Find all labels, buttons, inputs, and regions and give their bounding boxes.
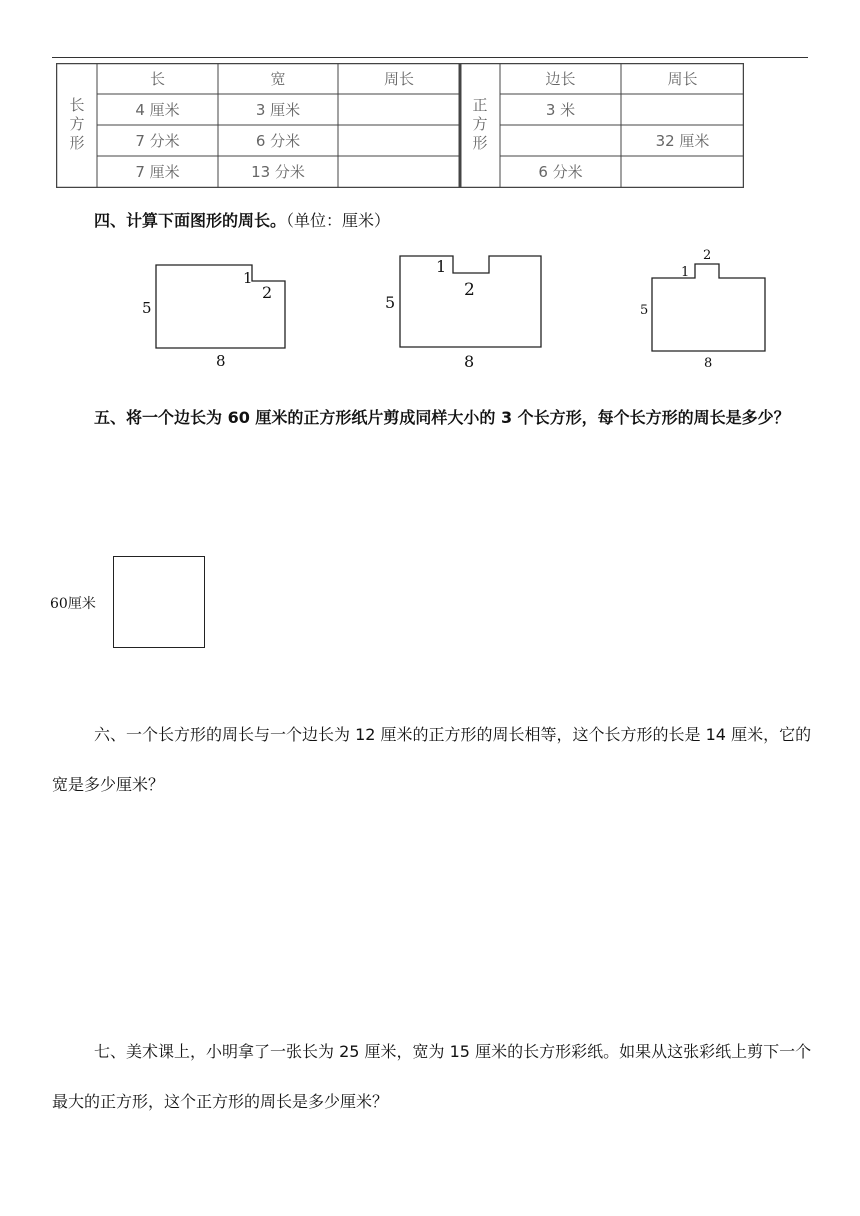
square-label-char: 形 — [472, 134, 488, 152]
figure-3-notch-a: 1 — [681, 265, 690, 280]
table-cell: 7 厘米 — [135, 163, 180, 181]
figure-2-notch-a: 1 — [436, 257, 447, 276]
square-row-label — [470, 96, 490, 153]
q5-square-label: 60厘米 — [50, 596, 96, 612]
header-side: 边长 — [545, 70, 576, 88]
figure-1-notch-b: 2 — [262, 283, 273, 302]
q5-text: 五、将一个边长为 60 厘米的正方形纸片剪成同样大小的 3 个长方形，每个长方形的周长是多少？ — [94, 408, 790, 427]
figure-2-width: 8 — [464, 352, 475, 371]
rect-label-char: 长 — [69, 96, 85, 114]
table-cell: 3 米 — [545, 101, 576, 119]
q4-title: 四、计算下面图形的周长。 — [94, 211, 287, 230]
figure-1-width: 8 — [216, 352, 226, 370]
table-cell — [338, 126, 460, 156]
figure-3-notch-b: 2 — [703, 248, 712, 263]
header-square-perimeter: 周长 — [667, 70, 698, 88]
figure-1-notch-a: 1 — [243, 269, 253, 287]
figure-3-outline — [652, 264, 765, 351]
square-label-char: 方 — [472, 115, 488, 133]
table-cell: 7 分米 — [135, 132, 180, 150]
figure-1 — [130, 252, 300, 372]
q4-heading — [94, 208, 390, 231]
q7-text: 七、美术课上，小明拿了一张长为 25 厘米，宽为 15 厘米的长方形彩纸。如果从这张彩纸上剪下一个最大的正方形，这个正方形的周长是多少厘米？ — [52, 1042, 812, 1111]
header-width: 宽 — [270, 70, 286, 88]
figure-3-width: 8 — [704, 356, 713, 371]
figure-1-height: 5 — [142, 299, 152, 317]
figure-2-height: 5 — [385, 293, 396, 312]
table-cell: 6 分米 — [538, 163, 583, 181]
figure-2-outline — [400, 256, 541, 347]
header-length: 长 — [149, 70, 165, 88]
header-rect-perimeter: 周长 — [383, 70, 414, 88]
table-cell — [338, 157, 460, 187]
q4-unit-note: （单位：厘米） — [286, 211, 391, 230]
figure-2 — [380, 250, 550, 372]
perimeter-table — [56, 63, 744, 188]
square-label-char: 正 — [472, 96, 488, 114]
table-cell — [621, 157, 744, 187]
figure-1-outline — [156, 265, 285, 348]
table-cell: 6 分米 — [255, 132, 301, 150]
q6-text: 六、一个长方形的周长与一个边长为 12 厘米的正方形的周长相等，这个长方形的长是 14 厘米，它的宽是多少厘米？ — [52, 725, 812, 794]
figure-3-height: 5 — [640, 303, 649, 318]
rect-label-char: 方 — [69, 115, 85, 133]
table-cell: 3 厘米 — [255, 101, 301, 119]
header-rule — [52, 57, 808, 58]
rect-label-char: 形 — [69, 134, 85, 152]
table-cell — [338, 95, 460, 125]
table-cell — [621, 95, 744, 125]
table-cell: 4 厘米 — [135, 101, 180, 119]
table-cell: 32 厘米 — [655, 132, 710, 150]
table-cell — [500, 126, 621, 156]
table-cell: 13 分米 — [251, 163, 305, 181]
figure-2-notch-b: 2 — [464, 280, 475, 300]
q5-square — [113, 556, 205, 648]
rect-row-label — [67, 96, 87, 153]
figure-3 — [635, 240, 775, 372]
